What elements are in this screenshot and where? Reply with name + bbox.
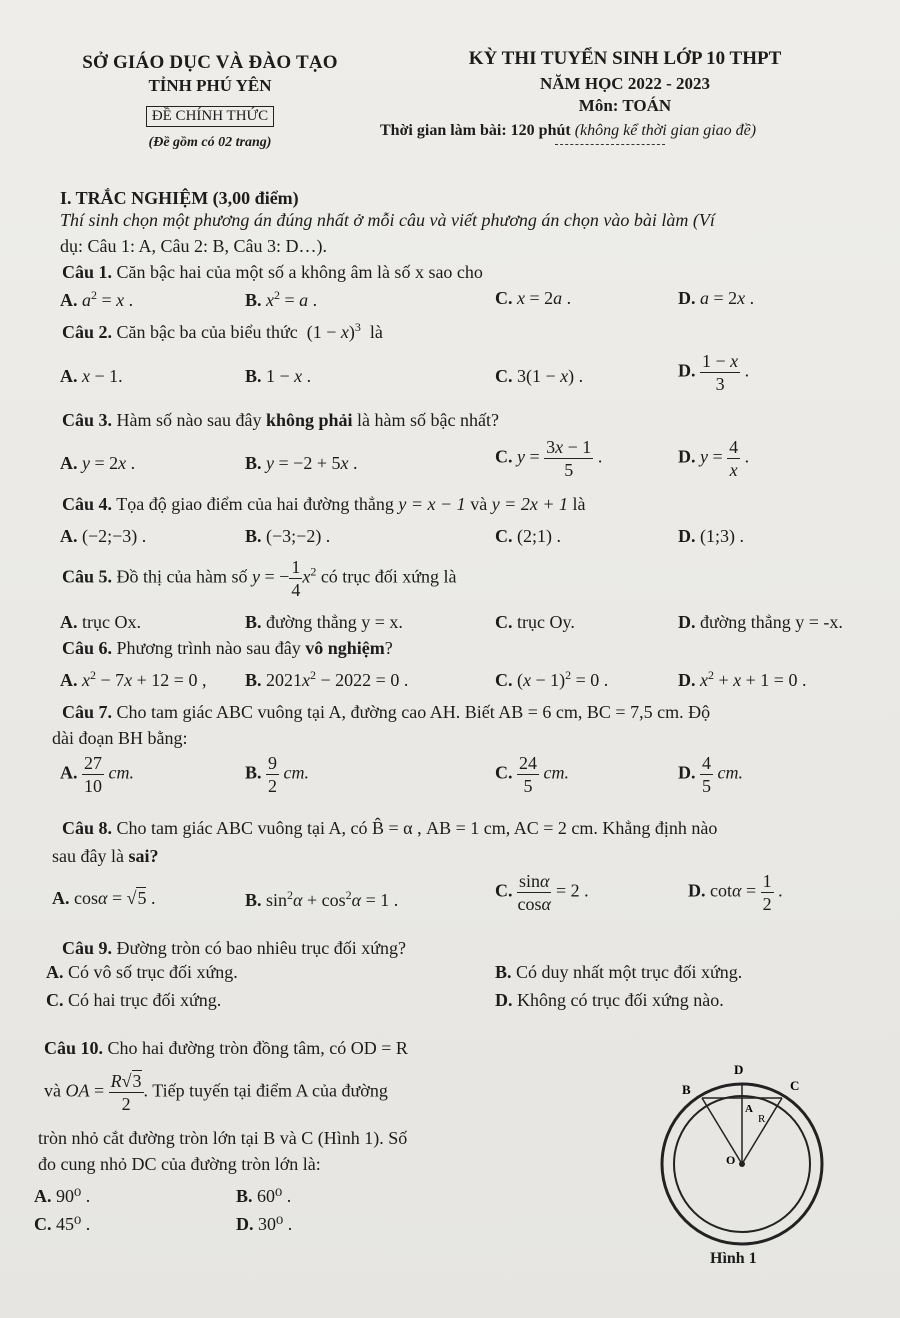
- q8-option-b: B. $\sin^2\alpha + \cos^2\alpha = 1$ .: [245, 888, 399, 910]
- q2-stem: Câu 2. Căn bậc ba của biểu thức $(1 - x)^3$ là: [62, 320, 383, 342]
- time-limit: Thời gian làm bài: 120 phút (không kể thời gian giao đề): [380, 122, 757, 139]
- q4-stem: Câu 4. Tọa độ giao điểm của hai đường thẳng y = x − 1 và y = 2x + 1 là: [62, 494, 586, 514]
- q10-option-c: C. 45⁰ .: [34, 1214, 91, 1234]
- q1-option-d: D. a = 2x .: [678, 288, 755, 308]
- q1-option-a: A. $a^2 = x$ .: [60, 288, 134, 310]
- time-note: (không kể thời gian giao đề): [574, 122, 757, 139]
- q6-option-d: D. $x^2 + x + 1 = 0$ .: [678, 668, 807, 690]
- dept-name: SỞ GIÁO DỤC VÀ ĐÀO TẠO: [82, 52, 338, 73]
- q8-option-c: C. $\frac{\sin\alpha}{\cos\alpha}$ = 2 .: [495, 871, 589, 914]
- q4-option-d: D. (1;3) .: [678, 526, 744, 546]
- segment-ob: [702, 1098, 742, 1164]
- q7-stem: Câu 7. Cho tam giác ABC vuông tại A, đường cao AH. Biết AB = 6 cm, BC = 7,5 cm. Độ: [62, 702, 711, 722]
- q7-option-b: B. $\frac{9}{2}$ cm.: [245, 753, 310, 796]
- pages-note: (Đề gồm có 02 trang): [148, 135, 272, 150]
- exam-title: KỲ THI TUYỂN SINH LỚP 10 THPT: [468, 48, 782, 69]
- q10-stem-line3: tròn nhỏ cắt đường tròn lớn tại B và C (Hình 1). Số: [38, 1128, 408, 1148]
- header-divider: [555, 144, 665, 145]
- q5-stem: Câu 5. Đồ thị của hàm số y = − $\frac{1}{4}$ $x^2$ có trục đối xứng là: [62, 557, 457, 600]
- header-right: [380, 48, 870, 145]
- q5-option-c: C. trục Oy.: [495, 612, 575, 632]
- q6-option-a: A. $x^2 - 7x + 12 = 0$ ,: [60, 668, 207, 690]
- province-name: TỈNH PHÚ YÊN: [148, 76, 272, 95]
- figure-1: [650, 1060, 850, 1275]
- q10-stem: Câu 10. Cho hai đường tròn đồng tâm, có OD = R: [44, 1038, 408, 1058]
- q3-stem: Câu 3. Hàm số nào sau đây không phải là hàm số bậc nhất?: [62, 410, 499, 430]
- q7-stem-line2: dài đoạn BH bằng:: [52, 728, 188, 748]
- q9-option-b: B. Có duy nhất một trục đối xứng.: [495, 962, 743, 982]
- q7-option-a: A. $\frac{27}{10}$ cm.: [60, 753, 134, 796]
- q2-option-d: D. $\frac{1 - x}{3}$ .: [678, 351, 750, 394]
- q10-option-a: A. 90⁰ .: [34, 1186, 91, 1206]
- q5-option-a: A. trục Ox.: [60, 612, 141, 632]
- subject: Môn: TOÁN: [578, 96, 672, 115]
- q2-option-b: B. 1 − x .: [245, 366, 312, 386]
- q10-stem-line4: đo cung nhỏ DC của đường tròn lớn là:: [38, 1154, 321, 1174]
- school-year: NĂM HỌC 2022 - 2023: [540, 74, 710, 93]
- figure-caption: Hình 1: [710, 1250, 757, 1267]
- label-a: A: [745, 1103, 753, 1115]
- official-badge: ĐỀ CHÍNH THỨC: [146, 106, 274, 127]
- q9-option-a: A. Có vô số trục đối xứng.: [46, 962, 238, 982]
- q7-option-c: C. $\frac{24}{5}$ cm.: [495, 753, 569, 796]
- q10-option-b: B. 60⁰ .: [236, 1186, 292, 1206]
- label-c: C: [790, 1078, 800, 1093]
- q6-stem: Câu 6. Phương trình nào sau đây vô nghiệm?: [62, 638, 393, 658]
- label-r: R: [758, 1113, 766, 1125]
- q1-option-c: C. x = 2a .: [495, 288, 572, 308]
- q9-option-c: C. Có hai trục đối xứng.: [46, 990, 222, 1010]
- q8-stem: Câu 8. Cho tam giác ABC vuông tại A, có B̂ = α , AB = 1 cm, AC = 2 cm. Khẳng định nào: [62, 818, 718, 838]
- q9-option-d: D. Không có trục đối xứng nào.: [495, 990, 724, 1010]
- q3-option-b: B. y = −2 + 5x .: [245, 453, 358, 473]
- q6-option-b: B. $2021x^2 - 2022 = 0$ .: [245, 668, 409, 690]
- q2-option-c: C. 3(1 − x) .: [495, 366, 584, 386]
- q1-option-b: B. $x^2 = a$ .: [245, 288, 318, 310]
- instruction-line-2: dụ: Câu 1: A, Câu 2: B, Câu 3: D…).: [60, 236, 327, 256]
- q4-option-b: B. (−3;−2) .: [245, 526, 331, 546]
- q8-stem-line2: sau đây là sai?: [52, 846, 159, 866]
- q10-option-d: D. 30⁰ .: [236, 1214, 293, 1234]
- q8-option-a: A. cosα = √5 .: [52, 888, 156, 908]
- q1-stem: Câu 1. Căn bậc hai của một số a không âm là số x sao cho: [62, 262, 483, 282]
- q10-stem-line2: và OA = $\frac{R√3}{2}$ . Tiếp tuyến tại điểm A của đường: [44, 1071, 388, 1114]
- label-o: O: [726, 1153, 736, 1167]
- q4-option-a: A. (−2;−3) .: [60, 526, 147, 546]
- label-b: B: [682, 1082, 691, 1097]
- section-title: I. TRẮC NGHIỆM (3,00 điểm): [60, 188, 299, 208]
- center-point: [739, 1161, 745, 1167]
- q2-option-a: A. x − 1.: [60, 366, 123, 386]
- q8-option-d: D. cotα = $\frac{1}{2}$ .: [688, 871, 783, 914]
- q3-option-c: C. y = $\frac{3x - 1}{5}$ .: [495, 437, 603, 480]
- q7-option-d: D. $\frac{4}{5}$ cm.: [678, 753, 743, 796]
- q3-option-a: A. y = 2x .: [60, 453, 136, 473]
- q5-option-d: D. đường thẳng y = -x.: [678, 612, 843, 632]
- label-d: D: [734, 1062, 744, 1077]
- q5-option-b: B. đường thẳng y = x.: [245, 612, 403, 632]
- header-left: [60, 52, 360, 151]
- q4-option-c: C. (2;1) .: [495, 526, 561, 546]
- concentric-circles-diagram: [650, 1060, 850, 1250]
- instruction-line-1: Thí sinh chọn một phương án đúng nhất ở mỗi câu và viết phương án chọn vào bài làm (Ví: [60, 210, 715, 230]
- q6-option-c: C. $(x - 1)^2 = 0$ .: [495, 668, 609, 690]
- q3-option-d: D. y = $\frac{4}{x}$ .: [678, 437, 750, 480]
- q9-stem: Câu 9. Đường tròn có bao nhiêu trục đối xứng?: [62, 938, 406, 958]
